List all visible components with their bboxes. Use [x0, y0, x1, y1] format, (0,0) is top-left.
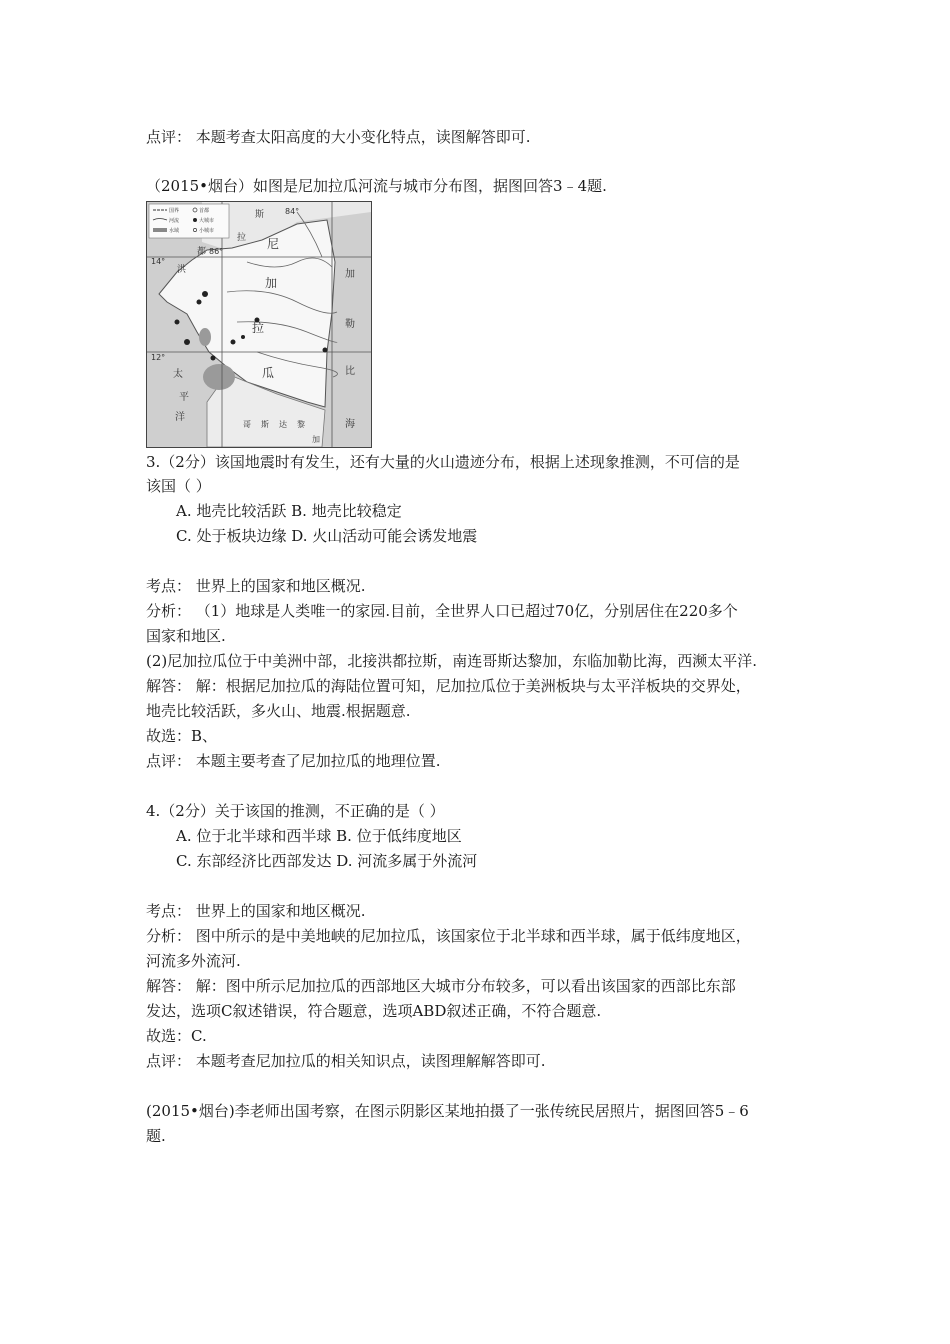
south-char: 黎: [297, 420, 305, 429]
q4-kaodian: 考点： 世界上的国家和地区概况.: [146, 902, 366, 920]
west-char: 太: [173, 369, 183, 380]
lat-14-label: 14°: [151, 257, 166, 266]
q3-analysis-2: (2)尼加拉瓜位于中美洲中部，北接洪都拉斯，南连哥斯达黎加，东临加勒比海，西濒太平洋.: [146, 652, 758, 670]
north-char: 斯: [255, 210, 265, 220]
nicaragua-map: [146, 201, 372, 448]
q4-answer: 解答： 解：图中所示尼加拉瓜的西部地区大城市分布较多，可以看出该国家的西部比东部: [146, 977, 736, 995]
country-char: 拉: [252, 321, 265, 335]
q4-analysis: 分析： 图中所示的是中美地峡的尼加拉瓜，该国家位于北半球和西半球，属于低纬度地区，: [146, 927, 751, 945]
north-char: 洪: [177, 265, 187, 275]
legend-river: 河流: [169, 218, 180, 224]
east-char: 加: [345, 269, 355, 280]
q4-answer-cont: 发达，选项C叙述错误，符合题意，选项ABD叙述正确，不符合题意.: [146, 1002, 602, 1020]
q3-options-ab: A. 地壳比较活跃 B. 地壳比较稳定: [176, 502, 402, 520]
q4-analysis-cont: 河流多外流河.: [146, 952, 241, 970]
question-intro-5-6: (2015•烟台)李老师出国考察，在图示阴影区某地拍摄了一张传统民居照片，据图回答5﹣6: [146, 1102, 749, 1120]
south-char: 加: [312, 435, 320, 444]
q3-kaodian: 考点： 世界上的国家和地区概况.: [146, 577, 366, 595]
west-char: 洋: [175, 412, 185, 423]
country-char: 加: [265, 276, 278, 290]
comment-line: 点评： 本题考查太阳高度的大小变化特点，读图解答即可.: [146, 128, 531, 146]
q3-answer-cont: 地壳比较活跃，多火山、地震.根据题意.: [146, 702, 411, 720]
north-char: 拉: [237, 233, 247, 243]
north-char: 都: [197, 247, 207, 257]
country-char: 尼: [267, 237, 280, 251]
q3-answer: 解答： 解：根据尼加拉瓜的海陆位置可知，尼加拉瓜位于美洲板块与太平洋板块的交界处，: [146, 677, 751, 695]
legend-capital: 首都: [199, 208, 210, 214]
q4-options-ab: A. 位于北半球和西半球 B. 位于低纬度地区: [176, 827, 462, 845]
south-char: 哥: [243, 420, 251, 429]
q3-analysis: 分析： （1）地球是人类唯一的家园.目前，全世界人口已超过70亿，分别居住在220多个: [146, 602, 738, 620]
south-char: 斯: [261, 420, 269, 429]
lon-86-label: 86°: [209, 247, 224, 256]
question-intro-5-6-cont: 题.: [146, 1127, 166, 1145]
q3-analysis-cont: 国家和地区.: [146, 627, 226, 645]
south-char: 达: [279, 420, 287, 429]
lon-84-label: 84°: [285, 207, 300, 216]
q4-options-cd: C. 东部经济比西部发达 D. 河流多属于外流河: [176, 852, 478, 870]
q3-comment: 点评： 本题主要考查了尼加拉瓜的地理位置.: [146, 752, 441, 770]
q3-stem: 3.（2分）该国地震时有发生，还有大量的火山遗迹分布，根据上述现象推测，不可信的是: [146, 453, 740, 471]
legend-small-city: 小城市: [199, 228, 215, 234]
q3-options-cd: C. 处于板块边缘 D. 火山活动可能会诱发地震: [176, 527, 478, 545]
q4-choice: 故选：C.: [146, 1027, 207, 1045]
question-intro: （2015•烟台）如图是尼加拉瓜河流与城市分布图，据图回答3﹣4题.: [146, 177, 607, 195]
q4-comment: 点评： 本题考查尼加拉瓜的相关知识点，读图理解解答即可.: [146, 1052, 546, 1070]
east-char: 比: [345, 366, 355, 377]
q3-stem-cont: 该国（ ）: [146, 477, 211, 495]
country-char: 瓜: [262, 366, 275, 380]
lat-12-label: 12°: [151, 353, 166, 362]
legend-big-city: 大城市: [199, 218, 215, 224]
legend-water: 水域: [169, 228, 180, 234]
east-char: 勒: [345, 319, 355, 330]
q3-choice: 故选：B、: [146, 727, 218, 745]
east-char: 海: [345, 419, 355, 430]
west-char: 平: [179, 392, 189, 403]
legend-border: 国界: [169, 208, 180, 214]
q4-stem: 4.（2分）关于该国的推测，不正确的是（ ）: [146, 802, 445, 820]
